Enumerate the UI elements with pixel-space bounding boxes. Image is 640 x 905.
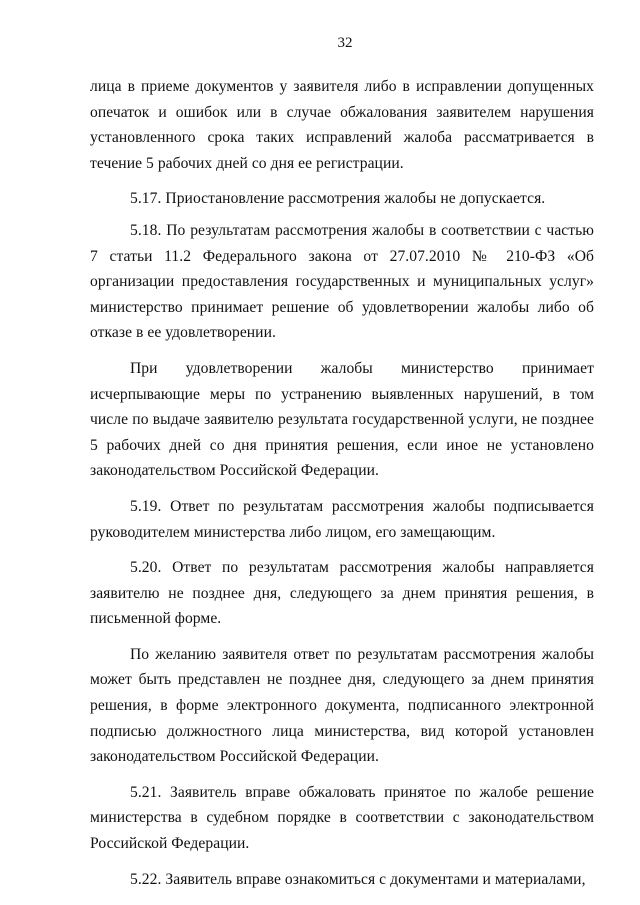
paragraph-5-18-satisfaction: При удовлетворении жалобы министерство принимает исчерпывающие меры по устранению выявленных нарушений, в том числе по выдаче заявителю результата государственной услуги, не позднее 5 рабочих дней со дня принятия решения, если иное не установлено законодательством Российской Федерации. bbox=[90, 359, 594, 480]
paragraph-5-20-electronic: По желанию заявителя ответ по результатам рассмотрения жалобы может быть представлен не позднее дня, следующего за днем принятия решения, в форме электронного документа, подписанного электронной подписью должностного лица министерства, вид которой установлен законодательством Российской Федерации. bbox=[90, 645, 594, 766]
paragraph-5-22: 5.22. Заявитель вправе ознакомиться с документами и материалами, bbox=[130, 870, 586, 888]
paragraph-5-20: 5.20. Ответ по результатам рассмотрения жалобы направляется заявителю не позднее дня, следующего за днем принятия решения, в письменной форме. bbox=[90, 559, 594, 628]
paragraph-5-17: 5.17. Приостановление рассмотрения жалобы не допускается. bbox=[130, 190, 546, 208]
paragraph-5-19: 5.19. Ответ по результатам рассмотрения жалобы подписывается руководителем министерства либо лицом, его замещающим. bbox=[90, 497, 594, 541]
paragraph-continuation: лица в приеме документов у заявителя либо в исправлении допущенных опечаток и ошибок или в случае обжалования заявителем нарушения установленного срока таких исправлений жалоба рассматривается в течение 5 рабочих дней со дня ее регистрации. bbox=[90, 78, 594, 172]
page-number: 32 bbox=[337, 35, 353, 51]
paragraph-5-18: 5.18. По результатам рассмотрения жалобы в соответствии с частью 7 статьи 11.2 Федерального закона от 27.07.2010 № 210-ФЗ «Об организации предоставления государственных и муниципальных услуг» министерство принимает решение об удовлетворении жалобы либо об отказе в ее удовлетворении. bbox=[90, 221, 594, 342]
paragraph-5-21: 5.21. Заявитель вправе обжаловать принятое по жалобе решение министерства в судебном порядке в соответствии с законодательством Российской Федерации. bbox=[90, 783, 594, 853]
